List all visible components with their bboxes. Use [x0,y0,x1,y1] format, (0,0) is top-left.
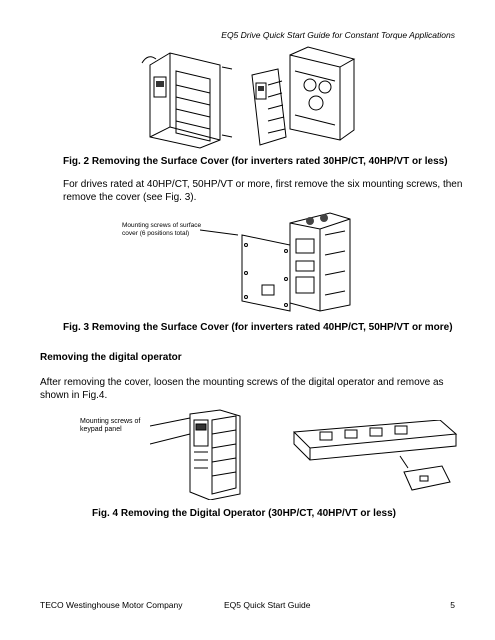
section-heading: Removing the digital operator [40,352,182,363]
footer-page-number: 5 [450,600,455,610]
fig4-label-line1: Mounting screws of [80,418,141,425]
fig2-drive-open-image [250,45,360,150]
fig2-drive-closed-image [140,45,240,150]
fig3-drive-image [200,205,360,313]
page-header: EQ5 Drive Quick Start Guide for Constant Torque Applications [221,30,455,40]
fig3-label-line1: Mounting screws of surface [122,222,202,229]
paragraph-digital-operator: After removing the cover, loosen the mounting screws of the digital operator and remove as shown in Fig.4. [40,377,444,401]
fig4-keypad-removal-image [290,420,460,495]
footer-company: TECO Westinghouse Motor Company [40,600,183,610]
fig4-label-line2: keypad panel [80,426,122,433]
fig4-caption: Fig. 4 Removing the Digital Operator (30HP/CT, 40HP/VT or less) [92,508,396,519]
fig2-caption: Fig. 2 Removing the Surface Cover (for inverters rated 30HP/CT, 40HP/VT or less) [63,156,448,167]
footer-guide: EQ5 Quick Start Guide [224,600,311,610]
fig3-label-line2: cover (6 positions total) [122,230,190,237]
paragraph-cover-removal: For drives rated at 40HP/CT, 50HP/VT or more, first remove the six mounting screws, then remove the cover (see Fig. 3). [63,179,463,203]
fig3-caption: Fig. 3 Removing the Surface Cover (for inverters rated 40HP/CT, 50HP/VT or more) [63,322,453,333]
fig4-drive-keypad-image [150,408,250,500]
